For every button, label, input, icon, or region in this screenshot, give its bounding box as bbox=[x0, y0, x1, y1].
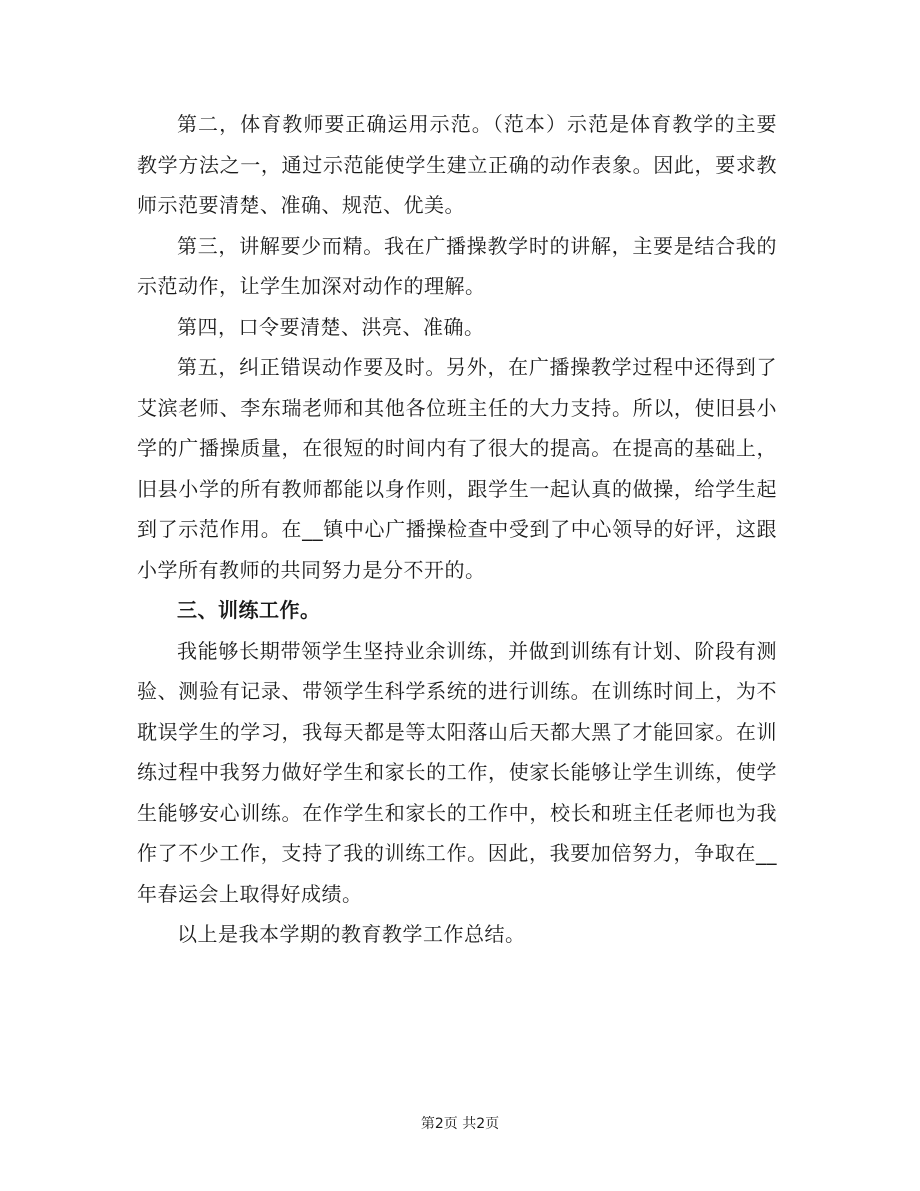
paragraph-demonstration: 第二，体育教师要正确运用示范。（范本）示范是体育教学的主要教学方法之一，通过示范能使学生建立正确的动作表象。因此，要求教师示范要清楚、准确、规范、优美。 bbox=[137, 112, 777, 217]
section-heading-training: 三、训练工作。 bbox=[177, 598, 321, 622]
paragraph-training: 我能够长期带领学生坚持业余训练，并做到训练有计划、阶段有测验、测验有记录、带领学生科学系统的进行训练。在训练时间上，为不耽误学生的学习，我每天都是等太阳落山后天都大黑了才能回家。在训练过程中我努力做好学生和家长的工作，使家长能够让学生训练，使学生能够安心训练。在作学生和家长的工作中，校长和班主任老师也为我作了不少工作，支持了我的训练工作。因此，我要加倍努力，争取在__年春运会上取得好成绩。 bbox=[137, 638, 777, 906]
page-number: 第2页 共2页 bbox=[420, 1116, 500, 1132]
page-footer bbox=[0, 1114, 920, 1134]
paragraph-corrections: 第五，纠正错误动作要及时。另外，在广播操教学过程中还得到了艾滨老师、李东瑞老师和其他各位班主任的大力支持。所以，使旧县小学的广播操质量，在很短的时间内有了很大的提高。在提高的基础上，旧县小学的所有教师都能以身作则，跟学生一起认真的做操，给学生起到了示范作用。在__镇中心广播操检查中受到了中心领导的好评，这跟小学所有教师的共同努力是分不开的。 bbox=[137, 355, 777, 582]
document-body bbox=[137, 104, 777, 955]
paragraph-conclusion: 以上是我本学期的教育教学工作总结。 bbox=[177, 922, 526, 946]
paragraph-commands: 第四，口令要清楚、洪亮、准确。 bbox=[177, 314, 485, 339]
paragraph-explanation: 第三，讲解要少而精。我在广播操教学时的讲解，主要是结合我的示范动作，让学生加深对动作的理解。 bbox=[137, 233, 777, 298]
